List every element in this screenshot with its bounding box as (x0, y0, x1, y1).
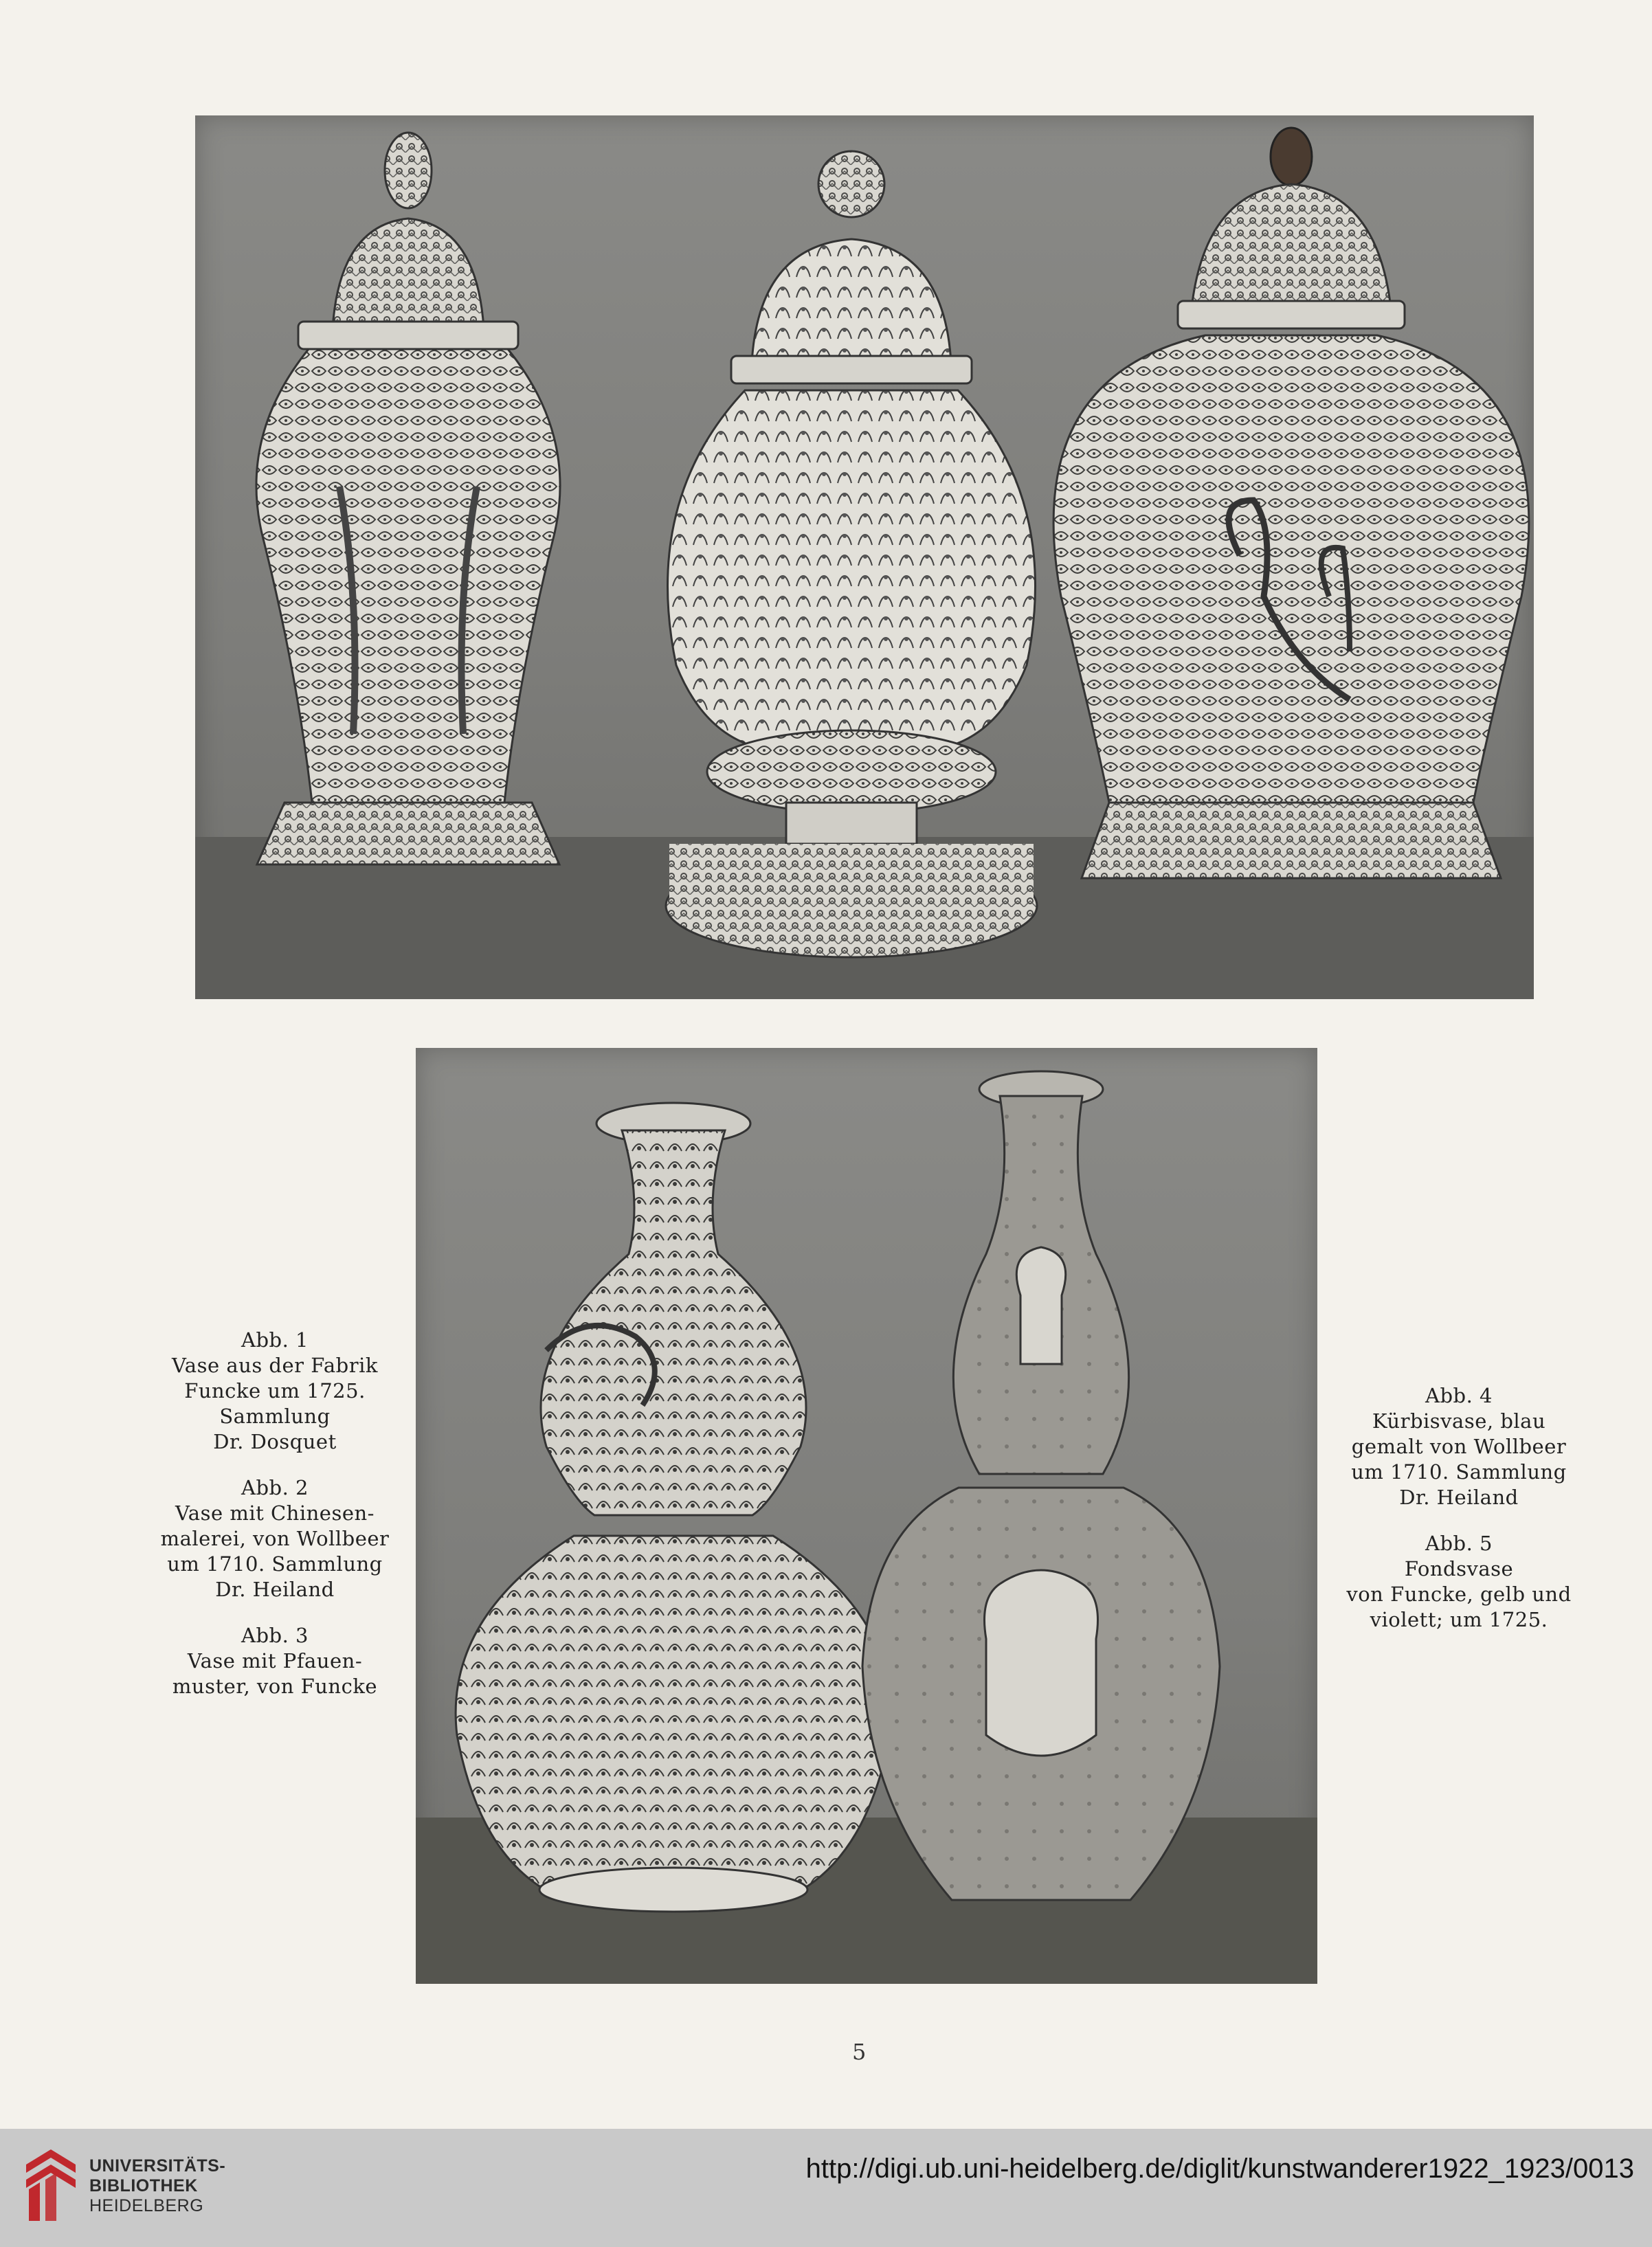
vase-1 (256, 133, 560, 864)
caption-line: Abb. 2 (241, 1476, 309, 1499)
page-number: 5 (852, 2039, 867, 2065)
caption-line: Abb. 4 (1425, 1384, 1493, 1407)
vases-illustration-bottom (416, 1048, 1317, 1984)
vases-illustration-top (195, 115, 1534, 999)
caption-line: gemalt von Wollbeer (1351, 1435, 1567, 1458)
photo-two-gourd-vases (416, 1048, 1317, 1984)
library-name-line: HEIDELBERG (89, 2196, 204, 2215)
caption-line: von Funcke, gelb und (1346, 1583, 1572, 1606)
caption-line: Kürbisvase, blau (1372, 1409, 1546, 1433)
captions-left (153, 1328, 397, 1720)
caption-line: malerei, von Wollbeer (160, 1527, 390, 1550)
caption-abb-5 (1335, 1531, 1583, 1633)
caption-line: violett; um 1725. (1370, 1608, 1548, 1631)
caption-abb-4 (1335, 1383, 1583, 1510)
caption-line: Dr. Heiland (1399, 1486, 1519, 1509)
caption-abb-1 (153, 1328, 397, 1455)
caption-line: Vase mit Chinesen- (175, 1501, 375, 1525)
caption-line: Dr. Heiland (215, 1578, 335, 1601)
photo-three-vases (195, 115, 1534, 999)
caption-line: Abb. 5 (1425, 1532, 1493, 1555)
library-logo-icon (19, 2144, 82, 2225)
vase-3 (1053, 128, 1529, 878)
permalink-url[interactable]: http://digi.ub.uni-heidelberg.de/diglit/kunstwanderer1922_1923/0013 (805, 2154, 1634, 2184)
caption-line: Abb. 1 (241, 1328, 309, 1352)
caption-line: muster, von Funcke (172, 1675, 378, 1698)
caption-abb-3 (153, 1623, 397, 1699)
caption-abb-2 (153, 1475, 397, 1602)
caption-line: Vase aus der Fabrik (172, 1354, 378, 1377)
library-name-line: UNIVERSITÄTS- (89, 2156, 226, 2176)
library-name-line: BIBLIOTHEK (89, 2176, 198, 2195)
vase-4 (456, 1103, 891, 1912)
captions-right (1335, 1383, 1583, 1653)
caption-line: Funcke um 1725. (184, 1379, 366, 1402)
vase-2 (666, 151, 1037, 957)
caption-line: Vase mit Pfauen- (187, 1649, 363, 1673)
caption-line: Dr. Dosquet (213, 1430, 337, 1453)
caption-line: Abb. 3 (241, 1624, 309, 1647)
caption-line: Fondsvase (1404, 1557, 1514, 1580)
caption-line: Sammlung (219, 1405, 331, 1428)
caption-line: um 1710. Sammlung (167, 1552, 383, 1576)
caption-line: um 1710. Sammlung (1351, 1460, 1567, 1484)
vase-5 (862, 1071, 1220, 1900)
library-name (89, 2156, 225, 2216)
footer-bar (0, 2129, 1652, 2247)
